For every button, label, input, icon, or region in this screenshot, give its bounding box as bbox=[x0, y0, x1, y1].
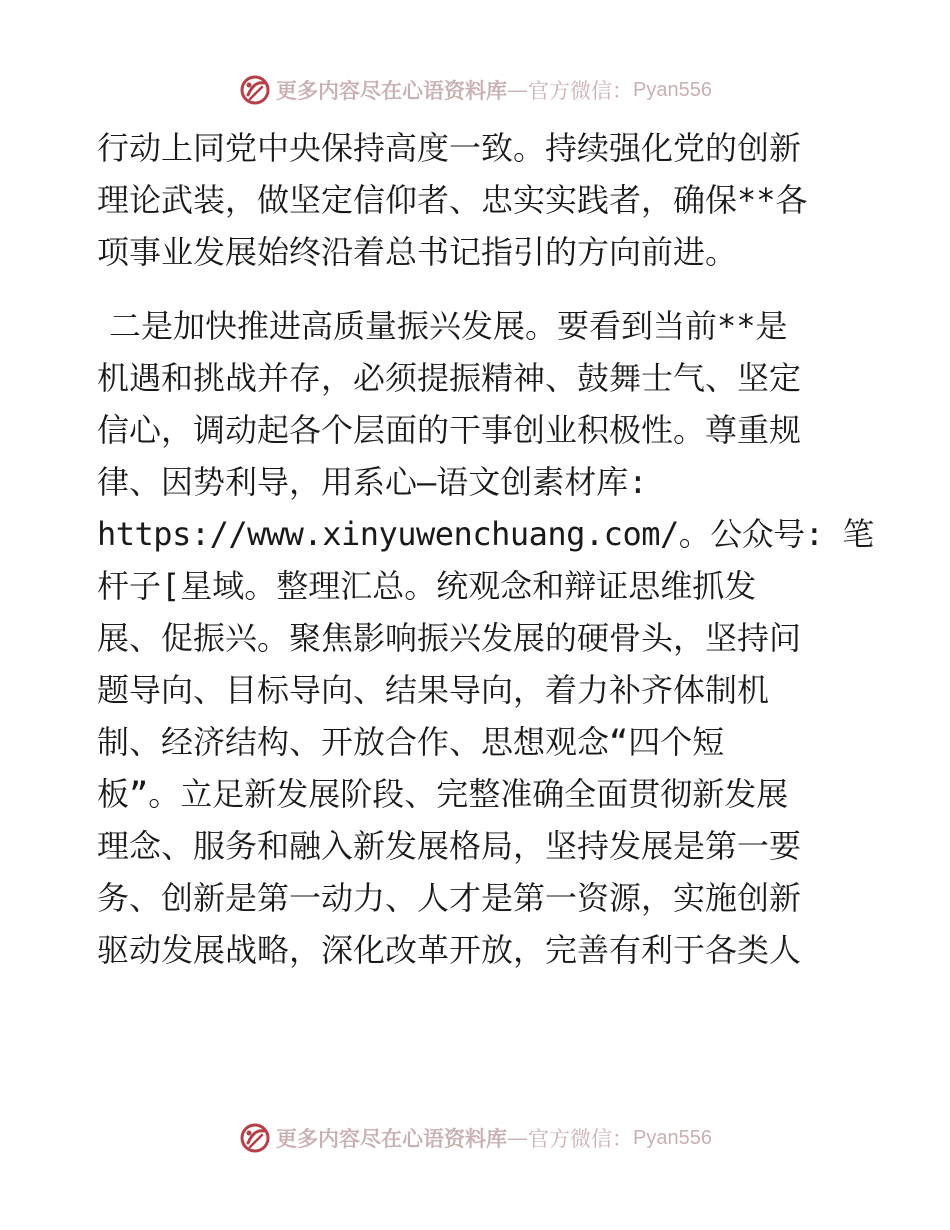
text-line: 行动上同党中央保持高度一致。持续强化党的创新 bbox=[97, 129, 802, 167]
text-line: 板”。立足新发展阶段、完整准确全面贯彻新发展 bbox=[97, 775, 789, 813]
header-wechat-label: 官方微信： bbox=[528, 79, 634, 103]
footer-watermark-banner bbox=[0, 1118, 950, 1158]
text-line: 展、促振兴。聚焦影响振兴发展的硬骨头，坚持问 bbox=[97, 619, 802, 657]
header-separator: — bbox=[507, 78, 529, 102]
text-line: 二是加快推进高质量振兴发展。要看到当前**是 bbox=[109, 307, 788, 345]
header-promo-text: 更多内容尽在心语资料库 bbox=[276, 78, 508, 103]
footer-promo-text: 更多内容尽在心语资料库 bbox=[276, 1126, 508, 1151]
text-line: 机遇和挑战并存，必须提振精神、鼓舞士气、坚定 bbox=[97, 359, 802, 397]
logo-icon bbox=[238, 1121, 272, 1155]
paragraph-1 bbox=[97, 122, 877, 278]
logo-icon bbox=[238, 73, 272, 107]
text-line: 制、经济结构、开放合作、思想观念“四个短 bbox=[97, 723, 725, 761]
footer-wechat-label: 官方微信： bbox=[528, 1127, 634, 1151]
footer-separator: — bbox=[507, 1126, 529, 1150]
text-line: 理论武装，做坚定信仰者、忠实实践者，确保**各 bbox=[97, 181, 808, 219]
text-line: 杆子[星域。整理汇总。统观念和辩证思维抓发 bbox=[97, 567, 757, 605]
header-watermark-banner bbox=[0, 70, 950, 110]
text-line: 律、因势利导，用系心—语文创素材库: bbox=[97, 463, 648, 501]
text-line: 题导向、目标导向、结果导向，着力补齐体制机 bbox=[97, 671, 770, 709]
footer-wechat-id: Pyan556 bbox=[633, 1126, 712, 1149]
paragraph-2 bbox=[97, 300, 877, 976]
document-body bbox=[97, 122, 877, 976]
header-wechat-id: Pyan556 bbox=[633, 78, 712, 101]
text-line: 项事业发展始终沿着总书记指引的方向前进。 bbox=[97, 233, 738, 271]
text-line-url: https://www.xinyuwenchuang.com/。公众号: 笔 bbox=[97, 515, 874, 553]
text-line: 理念、服务和融入新发展格局，坚持发展是第一要 bbox=[97, 827, 802, 865]
text-line: 驱动发展战略，深化改革开放，完善有利于各类人 bbox=[97, 931, 802, 969]
text-line: 务、创新是第一动力、人才是第一资源，实施创新 bbox=[97, 879, 802, 917]
text-line: 信心，调动起各个层面的干事创业积极性。尊重规 bbox=[97, 411, 802, 449]
